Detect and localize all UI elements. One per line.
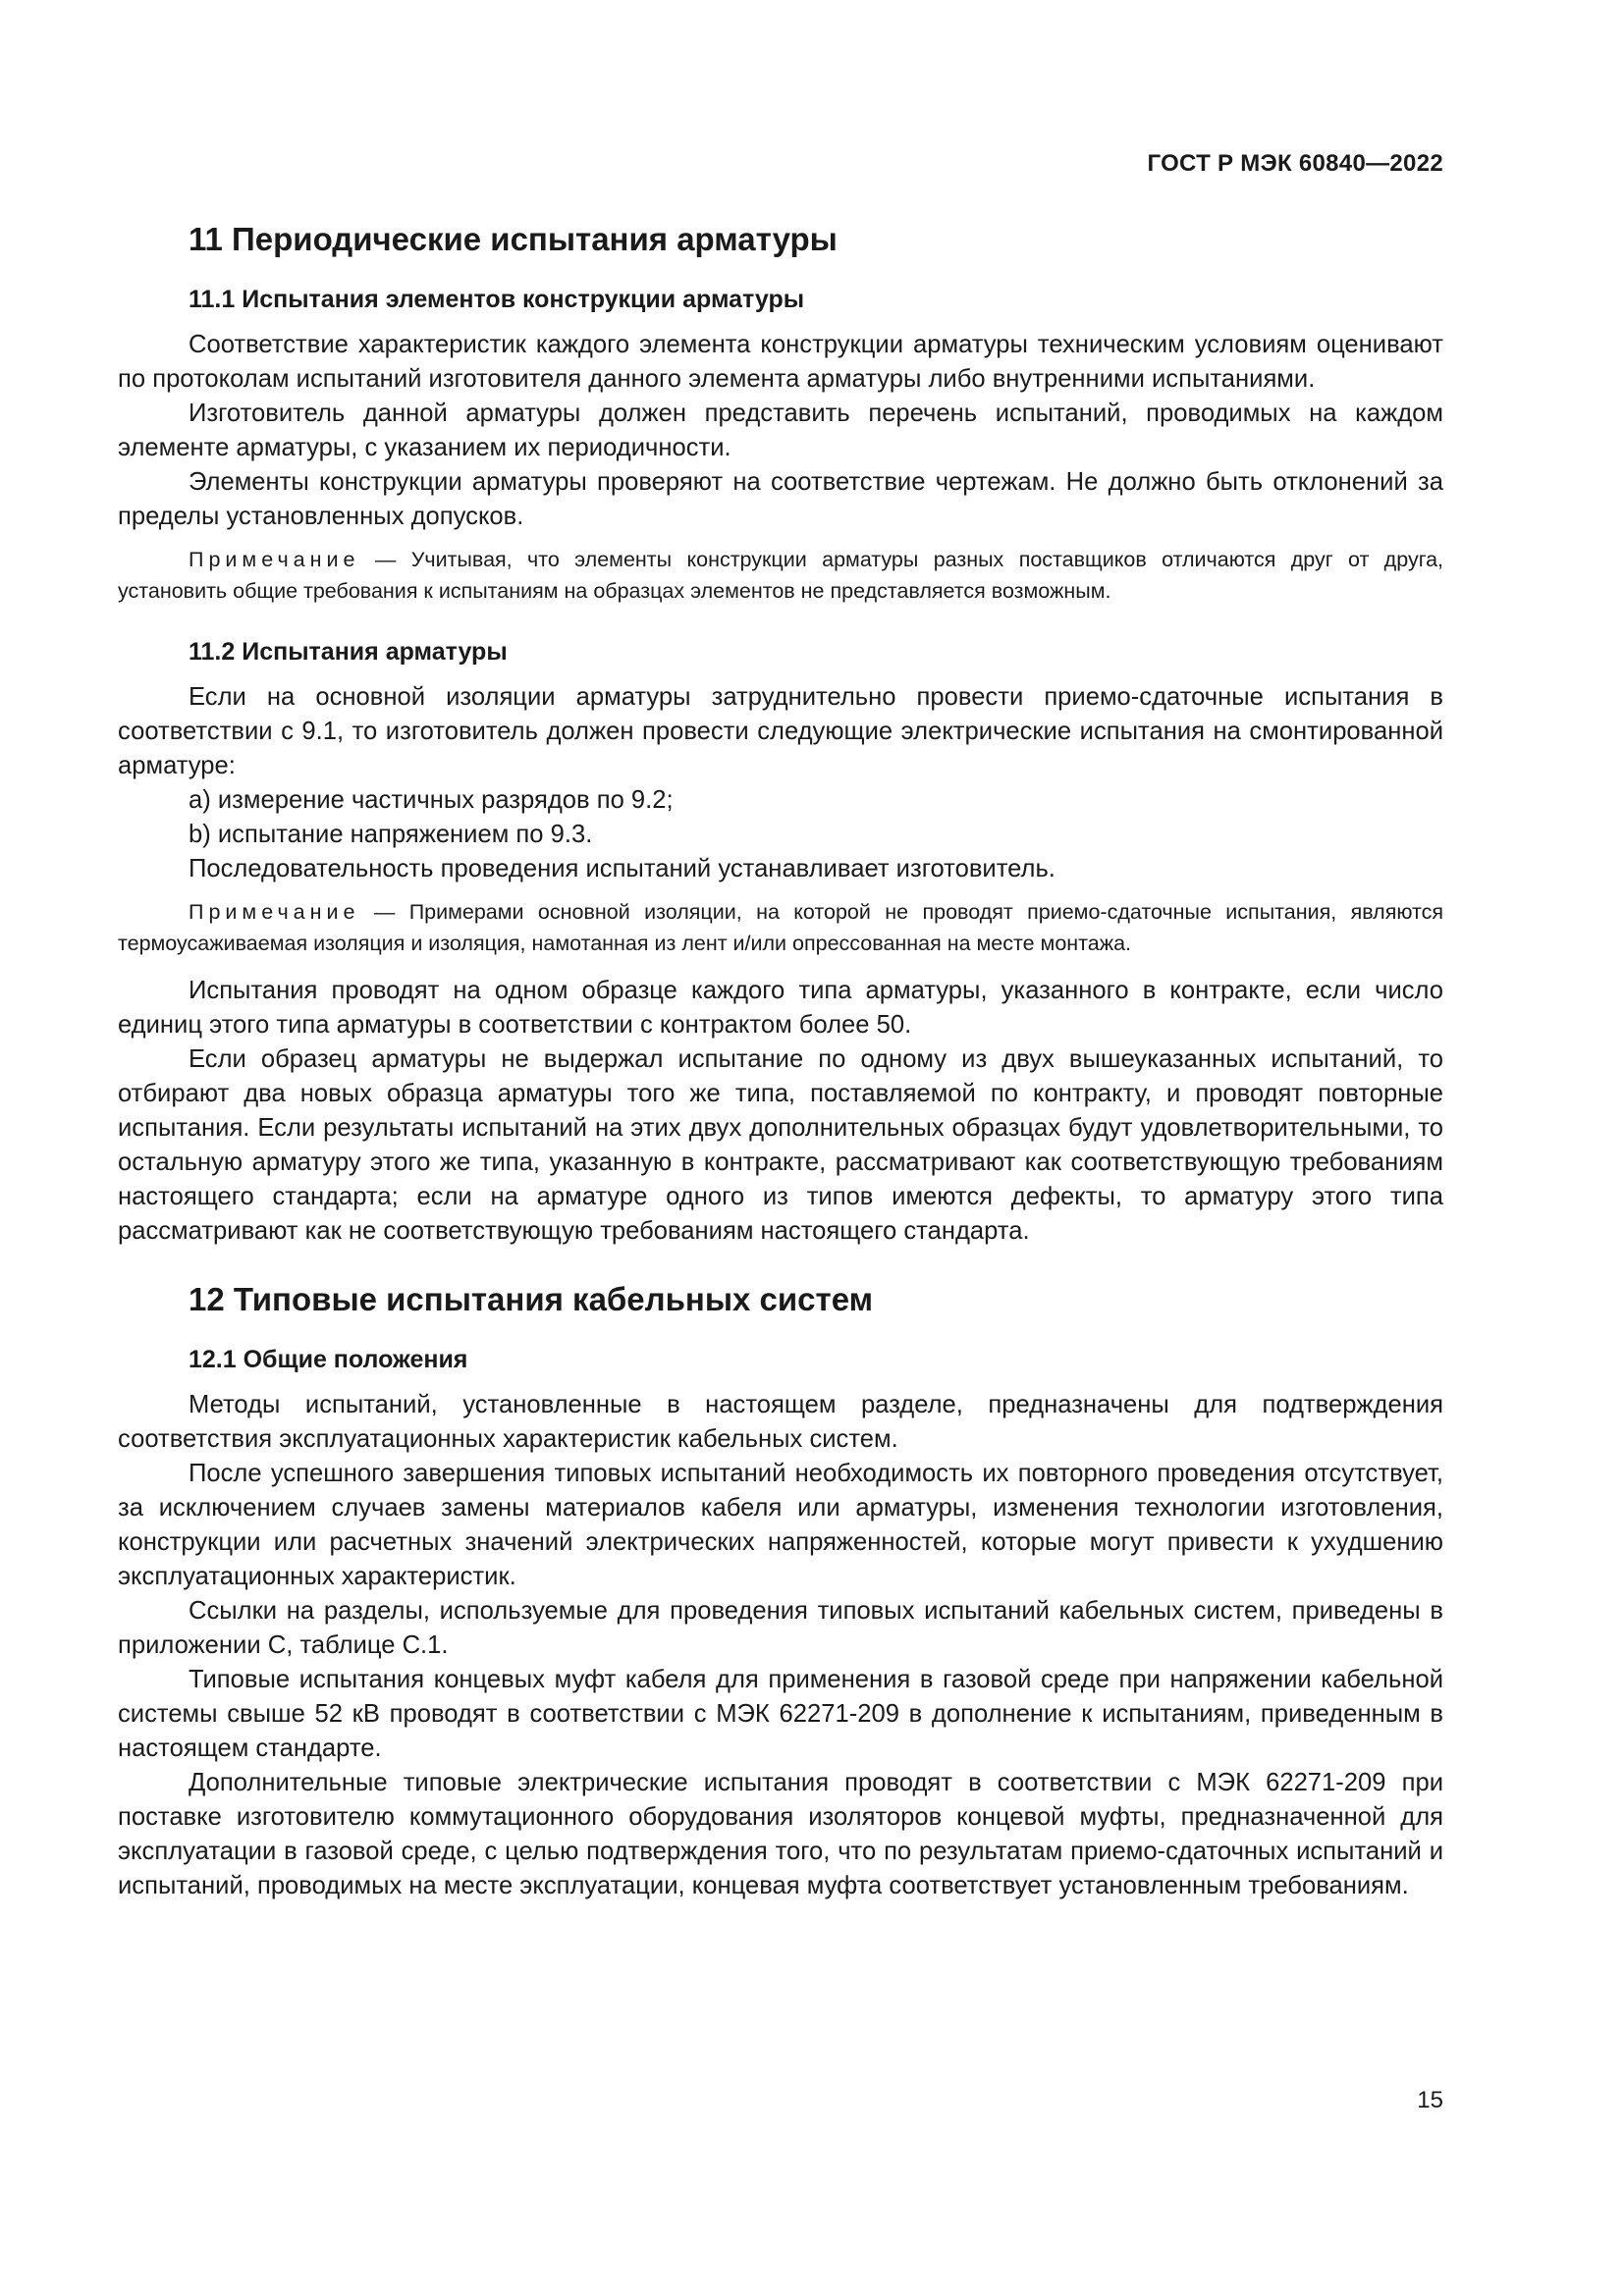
note-label: Примечание: [189, 900, 360, 924]
list-item-b: b) испытание напряжением по 9.3.: [189, 821, 593, 848]
standard-designation: ГОСТ Р МЭК 60840—2022: [1147, 150, 1443, 177]
paragraph: Если образец арматуры не выдержал испытание по одному из двух вышеуказанных испытаний, то отбирают два новых образца арматуры того же типа, поставляемой по контракту, и проводят повторные испытания. Если результаты испытаний на этих двух дополнительных образцах будут удовлетворительными, то остальную арматуру этого же типа, указанную в контракте, рассматривают как соответствующую требованиям настоящего стандарта; если на арматуре одного из типов имеются дефекты, то арматуру этого типа рассматривают как не соответствующую требованиям настоящего стандарта.: [118, 1045, 1443, 1245]
page-number: 15: [1417, 2087, 1443, 2113]
paragraph: Испытания проводят на одном образце каждого типа арматуры, указанного в контракте, если число единиц этого типа арматуры в соответствии с контрактом более 50.: [118, 977, 1443, 1039]
paragraph: Ссылки на разделы, используемые для проведения типовых испытаний кабельных систем, приведены в приложении С, таблице С.1.: [118, 1597, 1443, 1659]
paragraph: Дополнительные типовые электрические испытания проводят в соответствии с МЭК 62271-209 при поставке изготовителю коммутационного оборудования изоляторов концевой муфты, предназначенной для эксплуатации в газовой среде, с целью подтверждения того, что по результатам приемо-сдаточных испытаний и испытаний, проводимых на месте эксплуатации, концевая муфта соответствует установленным требованиям.: [118, 1769, 1443, 1899]
paragraph: Изготовитель данной арматуры должен представить перечень испытаний, проводимых на каждом элементе арматуры, с указанием их периодичности.: [118, 400, 1443, 461]
note-text: — Примерами основной изоляции, на которой не проводят приемо-сдаточные испытания, являются термоусаживаемая изоляция и изоляция, намотанная из лент и/или опрессованная на месте монтажа.: [118, 900, 1443, 955]
subsection-11-2-heading: 11.2 Испытания арматуры: [189, 638, 508, 666]
paragraph: Методы испытаний, установленные в настоящем разделе, предназначены для подтверждения соответствия эксплуатационных характеристик кабельных систем.: [118, 1391, 1443, 1453]
note-text: — Учитывая, что элементы конструкции арматуры разных поставщиков отличаются друг от друга, установить общие требования к испытаниям на образцах элементов не представляется возможным.: [118, 548, 1443, 603]
paragraph: Типовые испытания концевых муфт кабеля для применения в газовой среде при напряжении кабельной системы свыше 52 кВ проводят в соответствии с МЭК 62271-209 в дополнение к испытаниям, приведенным в настоящем стандарте.: [118, 1666, 1443, 1762]
paragraph: После успешного завершения типовых испытаний необходимость их повторного проведения отсутствует, за исключением случаев замены материалов кабеля или арматуры, изменения технологии изготовления, конструкции или расчетных значений электрических напряженностей, которые могут привести к ухудшению эксплуатационных характеристик.: [118, 1460, 1443, 1590]
section-12-heading: 12 Типовые испытания кабельных систем: [189, 1281, 874, 1317]
section-11-heading: 11 Периодические испытания арматуры: [189, 221, 838, 257]
document-body: [118, 218, 1443, 1903]
paragraph: Соответствие характеристик каждого элемента конструкции арматуры техническим условиям оценивают по протоколам испытаний изготовителя данного элемента арматуры либо внутренними испытаниями.: [118, 331, 1443, 393]
paragraph: Элементы конструкции арматуры проверяют на соответствие чертежам. Не должно быть отклонений за пределы установленных допусков.: [118, 468, 1443, 530]
note-label: Примечание: [189, 548, 360, 571]
document-page: [118, 0, 1443, 2296]
subsection-11-1-heading: 11.1 Испытания элементов конструкции арматуры: [189, 286, 805, 313]
list-item-a: a) измерение частичных разрядов по 9.2;: [189, 786, 674, 814]
note-11-2: [118, 896, 1443, 959]
subsection-12-1-heading: 12.1 Общие положения: [189, 1346, 468, 1373]
paragraph: Последовательность проведения испытаний устанавливает изготовитель.: [189, 855, 1056, 882]
paragraph: Если на основной изоляции арматуры затруднительно провести приемо-сдаточные испытания в соответствии с 9.1, то изготовитель должен провести следующие электрические испытания на смонтированной арматуре:: [118, 683, 1443, 779]
note-11-1: [118, 544, 1443, 607]
